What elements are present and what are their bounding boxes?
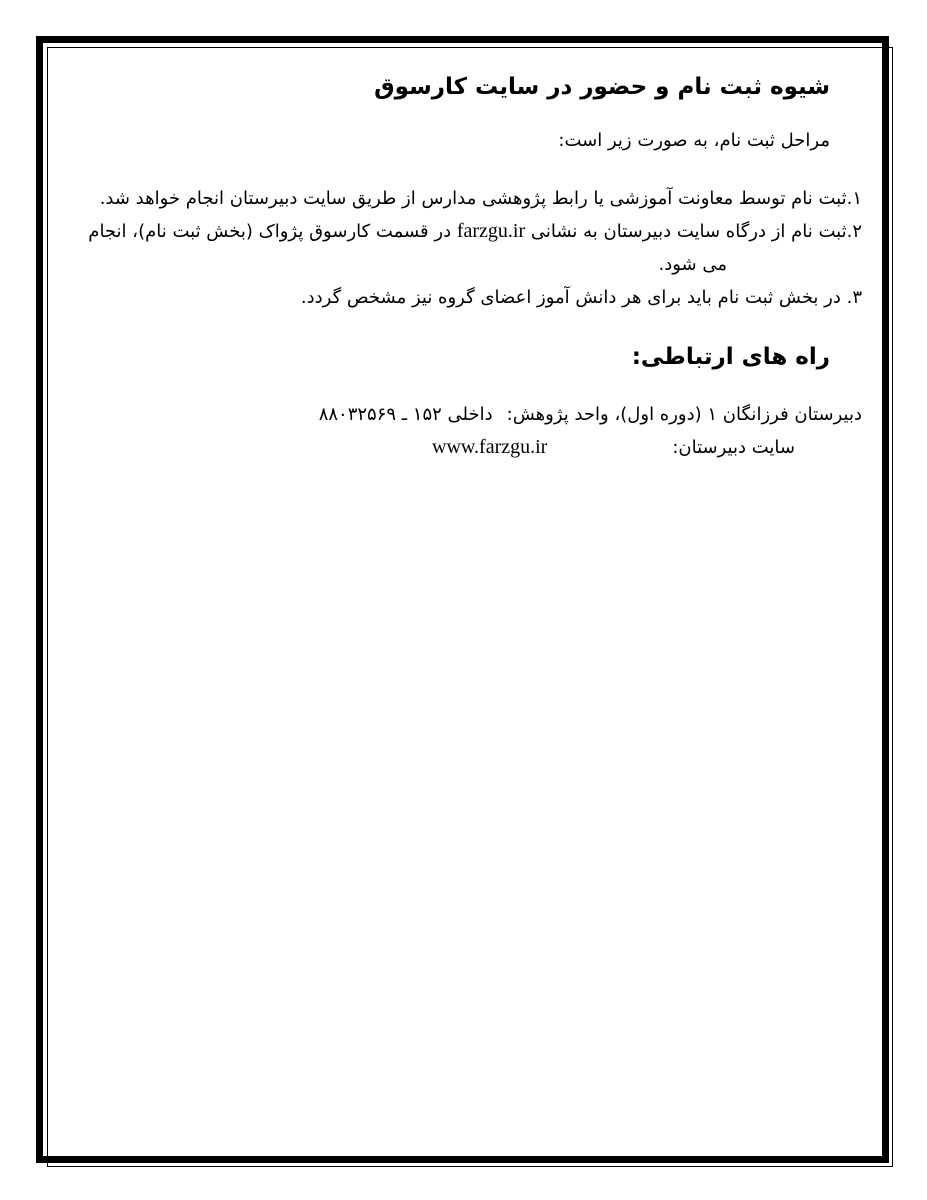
website-url: www.farzgu.ir [432,436,548,458]
contact-heading: راه های ارتباطی: [631,344,830,370]
step-2-text-before-url: ۲.ثبت نام از درگاه سایت دبیرستان به نشانی [525,221,862,242]
school-name-label: دبیرستان فرزانگان ۱ (دوره اول)، واحد پژوهش: [506,404,862,425]
step-2 [60,215,862,248]
document-content [60,70,862,464]
website-label: سایت دبیرستان: [672,437,795,458]
phone-extension-value: داخلی ۱۵۲ ـ ۸۸۰۳۲۵۶۹ [318,404,493,425]
step-3: ۳. در بخش ثبت نام باید برای هر دانش آموز اعضای گروه نیز مشخص گردد. [300,287,862,308]
steps-list [60,182,862,314]
contact-line-website [60,431,862,464]
step-1: ۱.ثبت نام توسط معاونت آموزشی یا رابط پژوهشی مدارس از طریق سایت دبیرستان انجام خواهد شد. [99,188,862,209]
contact-line-phone [60,398,862,431]
contact-block [60,398,862,464]
step-2-site-address: farzgu.ir [456,220,526,242]
step-2-text-after-url: در قسمت کارسوق پژواک (بخش ثبت نام)، انجام [88,221,457,242]
step-2-continuation: می شود. [658,254,727,275]
document-title: شیوه ثبت نام و حضور در سایت کارسوق [374,74,830,100]
intro-line: مراحل ثبت نام، به صورت زیر است: [558,130,830,151]
